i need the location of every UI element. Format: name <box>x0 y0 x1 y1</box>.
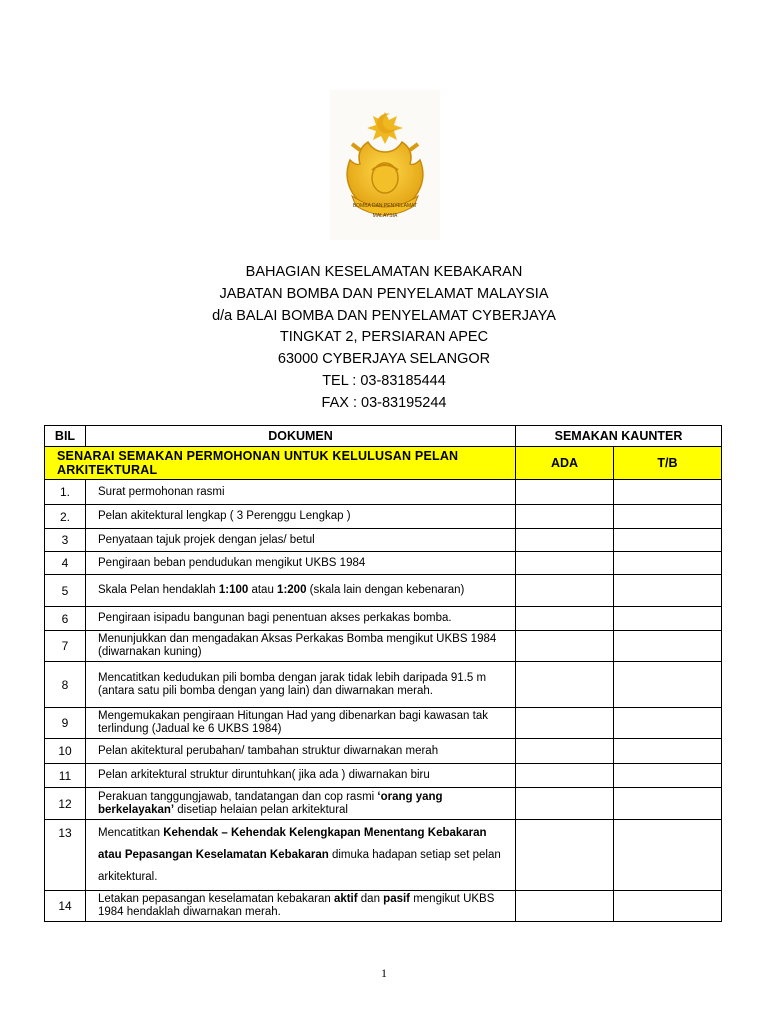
ada-cell[interactable] <box>516 764 614 788</box>
row-number: 10 <box>45 739 86 764</box>
tb-cell[interactable] <box>614 607 722 631</box>
row-number: 14 <box>45 891 86 922</box>
ada-cell[interactable] <box>516 529 614 552</box>
row-document <box>86 820 516 891</box>
row-text: Letakan pepasangan keselamatan kebakaran <box>98 893 334 905</box>
tb-cell[interactable] <box>614 575 722 607</box>
table-row <box>45 575 722 607</box>
row-document: Mencatitkan kedudukan pili bomba dengan jarak tidak lebih daripada 91.5 m (antara satu pili bomba dengan yang lain) dan diwarnakan merah. <box>86 662 516 708</box>
row-document: Pelan akitektural perubahan/ tambahan struktur diwarnakan merah <box>86 739 516 764</box>
row-number: 4 <box>45 552 86 575</box>
table-row <box>45 505 722 529</box>
ada-cell[interactable] <box>516 607 614 631</box>
row-document: Pelan akitektural lengkap ( 3 Perenggu Lengkap ) <box>86 505 516 529</box>
ada-cell[interactable] <box>516 575 614 607</box>
ada-cell[interactable] <box>516 631 614 662</box>
row-number: 9 <box>45 708 86 739</box>
ada-cell[interactable] <box>516 552 614 575</box>
header-line-agency: JABATAN BOMBA DAN PENYELAMAT MALAYSIA <box>219 285 549 302</box>
row-bold-text: 1:100 <box>218 584 249 596</box>
letterhead <box>0 262 768 415</box>
tb-cell[interactable] <box>614 505 722 529</box>
table-row <box>45 662 722 708</box>
tb-cell[interactable] <box>614 662 722 708</box>
ada-cell[interactable] <box>516 662 614 708</box>
row-bold-text: pasif <box>383 893 411 905</box>
tb-cell[interactable] <box>614 480 722 505</box>
header-line-floor: TINGKAT 2, PERSIARAN APEC <box>279 329 489 346</box>
column-header-semakan: SEMAKAN KAUNTER <box>516 426 722 447</box>
row-document: Pelan arkitektural struktur diruntuhkan( jika ada ) diwarnakan biru <box>86 764 516 788</box>
row-number: 11 <box>45 764 86 788</box>
tb-cell[interactable] <box>614 552 722 575</box>
column-header-ada: ADA <box>516 447 614 480</box>
header-line-department: BAHAGIAN KESELAMATAN KEBAKARAN <box>245 264 523 280</box>
table-row <box>45 820 722 891</box>
row-text: mengikut UKBS 1984 hendaklah diwarnakan merah. <box>98 893 495 918</box>
page-number: 1 <box>381 966 387 980</box>
table-row <box>45 480 722 505</box>
row-number: 3 <box>45 529 86 552</box>
tb-cell[interactable] <box>614 820 722 891</box>
row-number: 12 <box>45 788 86 820</box>
tb-cell[interactable] <box>614 891 722 922</box>
column-header-tb: T/B <box>614 447 722 480</box>
table-row <box>45 739 722 764</box>
ada-cell[interactable] <box>516 739 614 764</box>
row-document: Surat permohonan rasmi <box>86 480 516 505</box>
header-line-station: d/a BALAI BOMBA DAN PENYELAMAT CYBERJAYA <box>212 307 556 324</box>
ada-cell[interactable] <box>516 708 614 739</box>
row-bold-text: ‘orang yang berkelayakan’ <box>98 790 443 816</box>
table-row <box>45 529 722 552</box>
table-header-row <box>45 426 722 447</box>
tb-cell[interactable] <box>614 529 722 552</box>
row-document <box>86 575 516 607</box>
tb-cell[interactable] <box>614 764 722 788</box>
tb-cell[interactable] <box>614 739 722 764</box>
section-title: SENARAI SEMAKAN PERMOHONAN UNTUK KELULUSAN PELAN ARKITEKTURAL <box>45 447 516 480</box>
row-text: Mencatitkan <box>98 827 164 839</box>
row-text: (skala lain dengan kebenaran) <box>306 584 465 596</box>
table-row <box>45 607 722 631</box>
row-text: Skala Pelan hendaklah <box>98 584 219 596</box>
row-text: dan <box>357 893 384 905</box>
header-line-postcode: 63000 CYBERJAYA SELANGOR <box>277 351 491 368</box>
row-number: 6 <box>45 607 86 631</box>
row-bold-text: aktif <box>333 893 358 905</box>
row-number: 13 <box>45 820 86 891</box>
row-number: 7 <box>45 631 86 662</box>
row-bold-text: Kehendak – Kehendak Kelengkapan Menentang Kebakaran atau Pepasangan Keselamatan Kebakaran <box>98 827 487 861</box>
row-document: Mengemukakan pengiraan Hitungan Had yang dibenarkan bagi kawasan tak terlindung (Jadual ke 6 UKBS 1984) <box>86 708 516 739</box>
crest-icon <box>330 90 440 240</box>
table-row <box>45 631 722 662</box>
row-text: dimuka hadapan setiap set pelan arkitektural. <box>98 849 501 883</box>
row-number: 1. <box>45 480 86 505</box>
row-number: 2. <box>45 505 86 529</box>
row-document: Menunjukkan dan mengadakan Aksas Perkakas Bomba mengikut UKBS 1984 (diwarnakan kuning) <box>86 631 516 662</box>
row-number: 5 <box>45 575 86 607</box>
tb-cell[interactable] <box>614 788 722 820</box>
ada-cell[interactable] <box>516 891 614 922</box>
table-row <box>45 891 722 922</box>
tb-cell[interactable] <box>614 708 722 739</box>
bomba-crest-logo <box>330 90 440 240</box>
row-document: Pengiraan beban pendudukan mengikut UKBS 1984 <box>86 552 516 575</box>
tb-cell[interactable] <box>614 631 722 662</box>
column-header-bil: BIL <box>45 426 86 447</box>
header-fax: FAX : 03-83195244 <box>321 394 447 411</box>
column-header-dokumen: DOKUMEN <box>86 426 516 447</box>
row-text: atau <box>248 584 278 596</box>
ada-cell[interactable] <box>516 788 614 820</box>
row-text: disetiap helaian pelan arkitektural <box>174 803 348 816</box>
ada-cell[interactable] <box>516 480 614 505</box>
row-document: Pengiraan isipadu bangunan bagi penentuan akses perkakas bomba. <box>86 607 516 631</box>
row-document <box>86 788 516 820</box>
row-bold-text: 1:200 <box>277 584 307 596</box>
table-row <box>45 788 722 820</box>
crest-country-text: MALAYSIA <box>372 213 398 219</box>
row-text: Perakuan tanggungjawab, tandatangan dan cop rasmi <box>98 790 378 803</box>
header-tel: TEL : 03-83185444 <box>322 372 446 389</box>
crest-ribbon-text: BOMBA DAN PENYELAMAT <box>352 203 418 209</box>
checklist-table <box>44 425 722 922</box>
table-row <box>45 764 722 788</box>
ada-cell[interactable] <box>516 820 614 891</box>
row-document: Penyataan tajuk projek dengan jelas/ betul <box>86 529 516 552</box>
ada-cell[interactable] <box>516 505 614 529</box>
table-row <box>45 708 722 739</box>
row-number: 8 <box>45 662 86 708</box>
row-document <box>86 891 516 922</box>
table-row <box>45 552 722 575</box>
section-header-row <box>45 447 722 480</box>
